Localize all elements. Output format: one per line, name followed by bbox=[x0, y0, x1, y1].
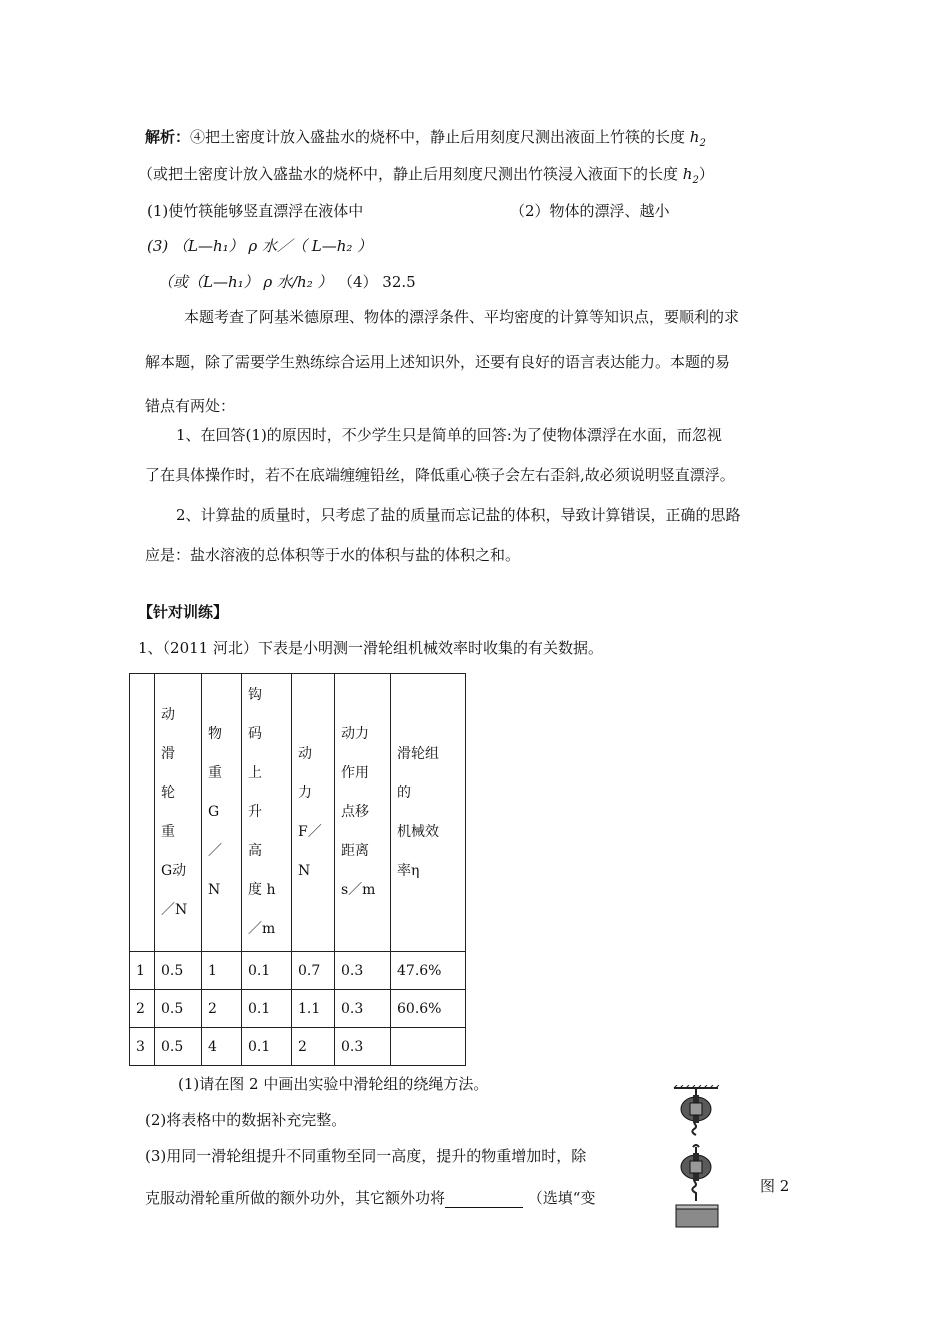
answer-3-alt: （或（L—h₁） ρ 水/h₂ ） bbox=[158, 273, 333, 291]
answer-1: (1)使竹筷能够竖直漂浮在液体中 bbox=[147, 202, 364, 220]
movable-pulley bbox=[681, 1145, 711, 1201]
table-header-cell: 动 滑 轮 重 G动 ／N bbox=[155, 674, 202, 952]
question-1-intro: 1、（2011 河北）下表是小明测一滑轮组机械效率时收集的有关数据。 bbox=[138, 639, 603, 657]
table-header-cell: 滑轮组 的 机械效 率η bbox=[391, 674, 466, 952]
empty-answer-cell[interactable] bbox=[391, 1028, 466, 1066]
data-table bbox=[129, 673, 466, 1066]
analysis-line-1: 解析：④把土密度计放入盛盐水的烧杯中，静止后用刻度尺测出液面上竹筷的长度 $h_2$ bbox=[145, 128, 706, 149]
sub-question-3: (3)用同一滑轮组提升不同重物至同一高度，提升的物重增加时，除 bbox=[145, 1147, 587, 1165]
answer-3: (3) （L—h₁） ρ 水／（ L—h₂ ） bbox=[147, 237, 373, 255]
table-header-cell: 动 力 F／ N bbox=[292, 674, 335, 952]
table-header-cell bbox=[130, 674, 155, 952]
answer-2: （2）物体的漂浮、越小 bbox=[510, 202, 670, 220]
paragraph-line: 解本题，除了需要学生熟练综合运用上述知识外，还要有良好的语言表达能力。本题的易 bbox=[145, 353, 731, 371]
analysis-line-2: （或把土密度计放入盛盐水的烧杯中，静止后用刻度尺测出竹筷浸入液面下的长度 $h_2$） bbox=[138, 165, 714, 186]
sub-question-1: (1)请在图 2 中画出实验中滑轮组的绕绳方法。 bbox=[178, 1075, 489, 1093]
pulley-figure bbox=[668, 1085, 728, 1230]
answer-blank[interactable] bbox=[445, 1191, 523, 1208]
paragraph-line: 错点有两处： bbox=[145, 397, 236, 415]
weight-block bbox=[676, 1205, 718, 1227]
paragraph-line: 了在具体操作时，若不在底端缠缠铅丝，降低重心筷子会左右歪斜,故必须说明竖直漂浮。 bbox=[145, 466, 735, 484]
table-header-row bbox=[130, 674, 466, 952]
paragraph-line: 1、在回答(1)的原因时，不少学生只是简单的回答:为了使物体漂浮在水面，而忽视 bbox=[176, 426, 722, 444]
sub-question-2: (2)将表格中的数据补充完整。 bbox=[145, 1111, 347, 1129]
table-header-cell: 动力 作用 点移 距离 s／m bbox=[335, 674, 391, 952]
paragraph-line: 本题考查了阿基米德原理、物体的漂浮条件、平均密度的计算等知识点，要顺利的求 bbox=[184, 308, 740, 326]
table-row: 1 0.5 1 0.1 0.7 0.3 47.6% bbox=[130, 952, 466, 990]
fixed-pulley bbox=[681, 1095, 711, 1135]
table-row: 3 0.5 4 0.1 2 0.3 bbox=[130, 1028, 466, 1066]
sub-question-3-cont: 克服动滑轮重所做的额外功外，其它额外功将 （选填“变 bbox=[145, 1189, 596, 1207]
figure-label: 图 2 bbox=[760, 1177, 790, 1195]
table-header-cell: 钩 码 上 升 高 度 h ／m bbox=[242, 674, 292, 952]
paragraph-line: 应是：盐水溶液的总体积等于水的体积与盐的体积之和。 bbox=[145, 546, 521, 564]
analysis-label: 解析： bbox=[145, 128, 191, 146]
table-header-cell: 物 重 G ／ N bbox=[202, 674, 242, 952]
paragraph-line: 2、计算盐的质量时，只考虑了盐的质量而忘记盐的体积，导致计算错误，正确的思路 bbox=[176, 506, 741, 524]
table-row: 2 0.5 2 0.1 1.1 0.3 60.6% bbox=[130, 990, 466, 1028]
section-heading: 【针对训练】 bbox=[138, 603, 229, 621]
answer-4: （4） 32.5 bbox=[338, 273, 416, 291]
